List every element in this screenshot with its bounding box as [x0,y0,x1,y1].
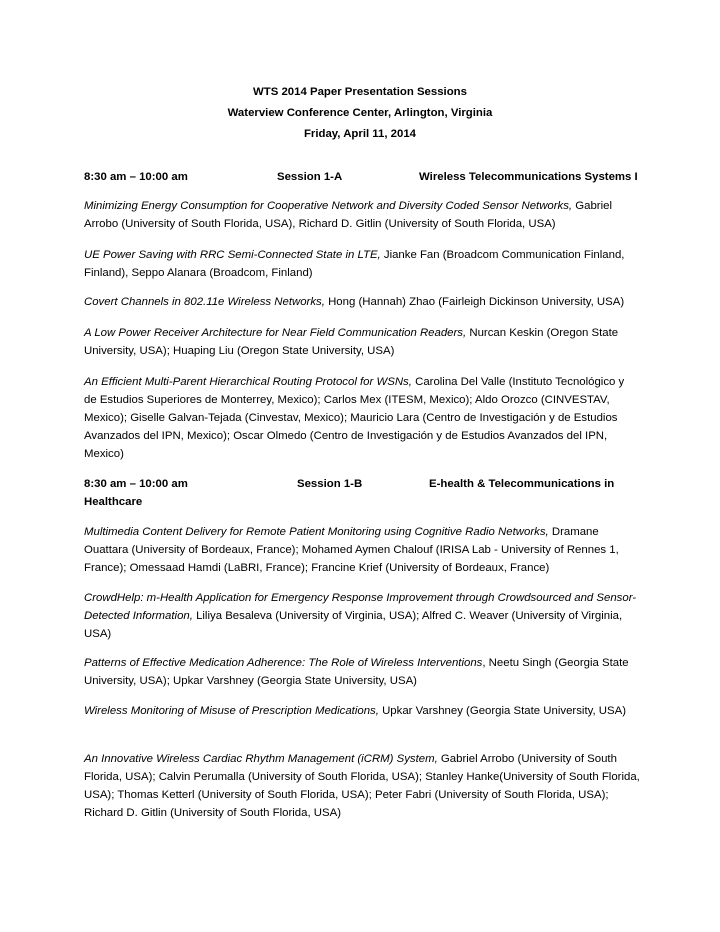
paper-authors: Hong (Hannah) Zhao (Fairleigh Dickinson University, USA) [324,296,625,308]
header-title: WTS 2014 Paper Presentation Sessions [253,86,467,98]
paper-authors: Gabriel Arrobo (University of South Florida, USA), Richard D. Gitlin (University of South Florida, USA) [84,200,612,230]
paper-authors: Liliya Besaleva (University of Virginia, USA); Alfred C. Weaver (University of Virginia, USA) [84,610,623,640]
session-title: E-health & Telecommunications in Healthcare [84,478,615,508]
paper-title: CrowdHelp: m-Health Application for Emergency Response Improvement through Crowdsourced and Sensor-Detected Information, [84,592,637,622]
paper-entry [84,197,640,233]
session-time: 8:30 am – 10:00 am [84,478,188,490]
paper-entry [84,373,640,463]
paper-title: Patterns of Effective Medication Adherence: The Role of Wireless Interventions [84,657,483,669]
session-time: 8:30 am – 10:00 am [84,171,188,183]
header-venue: Waterview Conference Center, Arlington, Virginia [227,107,493,119]
session-title: Wireless Telecommunications Systems I [419,171,638,183]
session-name: Session 1-A [277,171,343,183]
paper-title: Multimedia Content Delivery for Remote Patient Monitoring using Cognitive Radio Networks, [84,526,549,538]
paper-authors: Nurcan Keskin (Oregon State University, USA); Huaping Liu (Oregon State University, USA) [84,327,619,357]
paper-entry [84,523,640,577]
paper-entry [84,702,640,720]
paper-entry [84,293,640,311]
paper-authors: Carolina Del Valle (Instituto Tecnológico y de Estudios Superiores de Monterrey, Mexico); Carlos Mex (ITESM, Mexico); Aldo Orozco (CINVESTAV, Mexico); Giselle Galvan-Tejada (Cinvestav, Mexico); Mauricio Lara (Centro de Investigación y de Estudios Avanzados del IPN, Mexico); Oscar Olmedo (Centro de Investigación y de Estudios Avanzados del IPN, Mexico) [84,376,625,460]
paper-title: An Efficient Multi-Parent Hierarchical Routing Protocol for WSNs, [84,376,412,388]
session-title-wrap [84,475,640,511]
paper-authors: Dramane Ouattara (University of Bordeaux, France); Mohamed Aymen Chalouf (IRISA Lab - University of Rennes 1, France); Omessaad Hamdi (LaBRI, France); Francine Krief (University of Bordeaux, France) [84,526,619,574]
paper-title: Minimizing Energy Consumption for Cooperative Network and Diversity Coded Sensor Networks, [84,200,573,212]
paper-entry [84,324,640,360]
header-date: Friday, April 11, 2014 [303,128,417,140]
paper-title: A Low Power Receiver Architecture for Near Field Communication Readers, [84,327,467,339]
paper-title: Wireless Monitoring of Misuse of Prescription Medications, [84,705,379,717]
paper-authors: Upkar Varshney (Georgia State University, USA) [378,705,627,717]
paper-authors: , Neetu Singh (Georgia State University, USA); Upkar Varshney (Georgia State University, USA) [84,657,629,687]
paper-authors: Jianke Fan (Broadcom Communication Finland, Finland), Seppo Alanara (Broadcom, Finland) [84,249,625,279]
paper-title: UE Power Saving with RRC Semi-Connected State in LTE, [84,249,381,261]
paper-authors: Gabriel Arrobo (University of South Florida, USA); Calvin Perumalla (University of South Florida, USA); Stanley Hanke(University of South Florida, USA); Thomas Ketterl (University of South Florida, USA); Peter Fabri (University of South Florida, USA); Richard D. Gitlin (University of South Florida, USA) [84,753,640,819]
paper-entry [84,750,640,822]
paper-entry [84,654,640,690]
session-name: Session 1-B [297,478,363,490]
paper-entry [84,246,640,282]
paper-title: Covert Channels in 802.11e Wireless Networks, [84,296,325,308]
paper-title: An Innovative Wireless Cardiac Rhythm Management (iCRM) System, [84,753,438,765]
paper-entry [84,589,640,643]
session-heading [84,168,644,186]
document-header [0,82,720,145]
